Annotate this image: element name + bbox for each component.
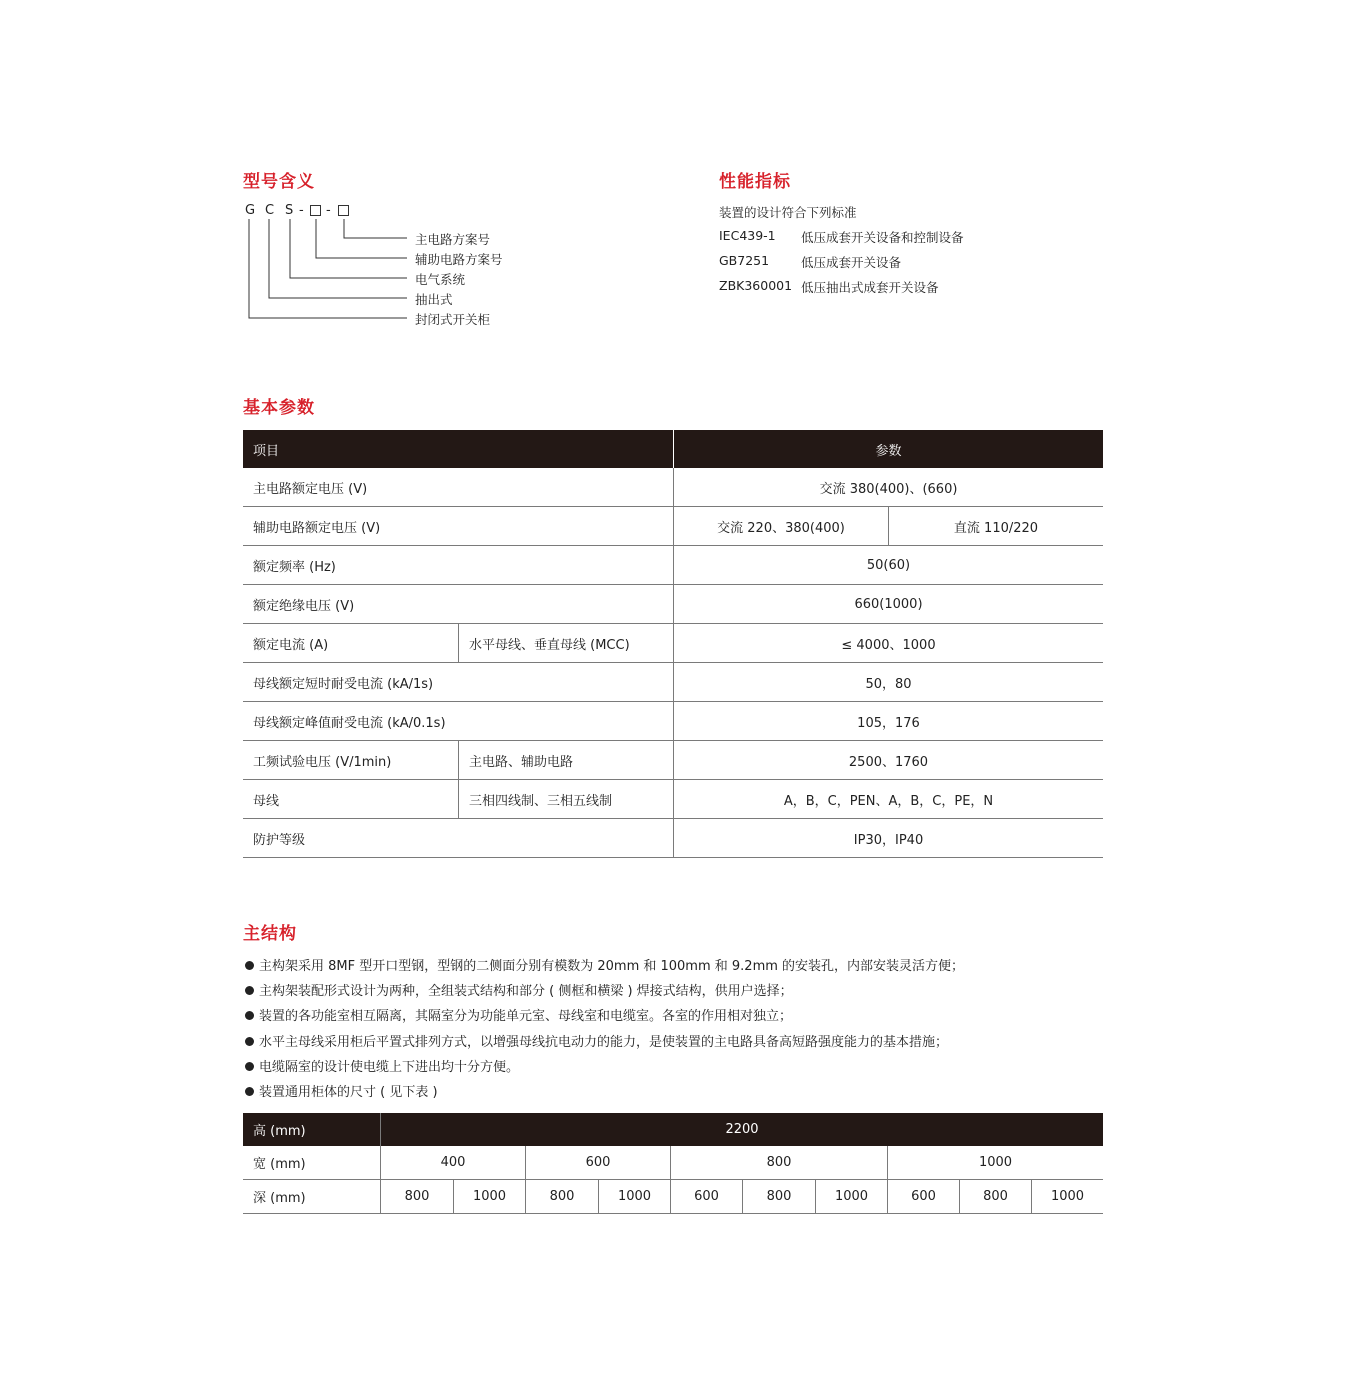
row-item: 母线 [253,793,280,809]
table-row [243,507,1103,546]
legend-drawout: 抽出式 [415,292,453,307]
depth-row [243,1180,1103,1214]
code-dash-2: - [326,203,331,218]
depth-value: 600 [670,1180,742,1213]
width-value: 400 [380,1146,525,1179]
depth-value: 800 [742,1180,815,1213]
dimensions-table [243,1113,1103,1214]
row-value: 2500、1760 [673,741,1103,779]
table-row [243,702,1103,741]
list-item [245,1056,519,1075]
row-value: ≤ 4000、1000 [673,624,1103,662]
height-value: 2200 [380,1113,1103,1146]
bullet-icon [245,986,254,995]
bullet-text: 主构架装配形式设计为两种，全组装式结构和部分 ( 侧框和横梁 ) 焊接式结构，供用户选择； [259,984,793,999]
row-sub: 三相四线制、三相五线制 [458,780,673,818]
table-row [243,780,1103,819]
height-label: 高 (mm) [253,1124,306,1139]
width-row [243,1146,1103,1180]
bullet-text: 水平主母线采用柜后平置式排列方式，以增强母线抗电动力的能力，是使装置的主电路具备高短路强度能力的基本措施； [259,1035,949,1050]
depth-value: 1000 [815,1180,887,1213]
row-value-dc: 直流 110/220 [888,507,1103,545]
standard-code: IEC439-1 [719,228,776,243]
width-value: 600 [525,1146,670,1179]
row-item: 母线额定短时耐受电流 (kA/1s) [253,676,434,692]
row-item: 母线额定峰值耐受电流 (kA/0.1s) [253,715,446,731]
row-item: 额定绝缘电压 (V) [253,598,355,614]
code-box-main [338,205,349,216]
depth-value: 800 [525,1180,598,1213]
basic-title: 基本参数 [243,398,315,418]
table-row [243,741,1103,780]
table-row [243,546,1103,585]
row-sub: 水平母线、垂直母线 (MCC) [458,624,673,662]
row-value-ac: 交流 220、380(400) [673,507,888,545]
list-item [245,980,793,999]
code-box-aux [310,205,321,216]
bullet-icon [245,1011,254,1020]
height-row [243,1113,1103,1146]
row-item: 防护等级 [253,832,306,848]
list-item [245,1031,948,1050]
table-row [243,468,1103,507]
depth-value: 800 [380,1180,453,1213]
performance-intro: 装置的设计符合下列标准 [719,205,857,220]
performance-title: 性能指标 [719,172,791,192]
list-item [245,1005,792,1024]
code-letter-c: C [265,203,275,218]
standard-desc: 低压抽出式成套开关设备 [801,280,939,295]
bullet-icon [245,1062,254,1071]
structure-title: 主结构 [243,924,297,944]
bullet-icon [245,1087,254,1096]
row-value: A，B，C，PEN、A，B，C，PE，N [673,780,1103,818]
bullet-text: 主构架采用 8MF 型开口型钢，型钢的二侧面分别有模数为 20mm 和 100mm 和 9.2mm 的安装孔，内部安装灵活方便； [259,959,965,974]
code-letter-s: S [285,203,294,218]
bullet-text: 电缆隔室的设计使电缆上下进出均十分方便。 [259,1060,520,1075]
row-sub: 主电路、辅助电路 [458,741,673,779]
depth-value: 1000 [1031,1180,1103,1213]
standard-desc: 低压成套开关设备 [801,255,902,270]
width-value: 1000 [887,1146,1103,1179]
row-item: 工频试验电压 (V/1min) [253,754,392,770]
row-item: 额定频率 (Hz) [253,559,336,575]
code-letter-g: G [245,203,256,218]
row-value: 660(1000) [673,585,1103,623]
table-row [243,663,1103,702]
row-item: 额定电流 (A) [253,637,329,653]
depth-value: 800 [959,1180,1031,1213]
code-dash-1: - [299,203,304,218]
row-value: 50(60) [673,546,1103,584]
legend-enclosed: 封闭式开关柜 [415,312,491,327]
standard-desc: 低压成套开关设备和控制设备 [801,230,964,245]
legend-aux-circuit: 辅助电路方案号 [415,252,503,267]
table-row [243,624,1103,663]
table-header-row [243,430,1103,468]
row-value: IP30，IP40 [673,819,1103,857]
list-item [245,955,964,974]
legend-main-circuit: 主电路方案号 [415,232,491,247]
bullet-icon [245,1037,254,1046]
model-title: 型号含义 [243,172,315,192]
row-value: 交流 380(400)、(660) [673,468,1103,506]
table-row [243,819,1103,858]
table-row [243,585,1103,624]
header-param: 参数 [673,430,1103,468]
legend-electrical-system: 电气系统 [415,272,466,287]
row-item: 辅助电路额定电压 (V) [253,520,381,536]
header-item: 项目 [253,443,280,459]
list-item [245,1081,438,1100]
row-value: 50，80 [673,663,1103,701]
width-value: 800 [670,1146,887,1179]
standard-code: ZBK360001 [719,278,793,293]
bullet-icon [245,961,254,970]
depth-value: 1000 [453,1180,525,1213]
width-label: 宽 (mm) [253,1157,306,1172]
depth-value: 600 [887,1180,959,1213]
row-value: 105，176 [673,702,1103,740]
standard-code: GB7251 [719,253,770,268]
bullet-text: 装置的各功能室相互隔离，其隔室分为功能单元室、母线室和电缆室。各室的作用相对独立； [259,1009,793,1024]
bullet-text: 装置通用柜体的尺寸 ( 见下表 ) [259,1085,438,1100]
depth-label: 深 (mm) [253,1191,306,1206]
row-item: 主电路额定电压 (V) [253,481,368,497]
depth-value: 1000 [598,1180,670,1213]
basic-params-table [243,430,1103,858]
